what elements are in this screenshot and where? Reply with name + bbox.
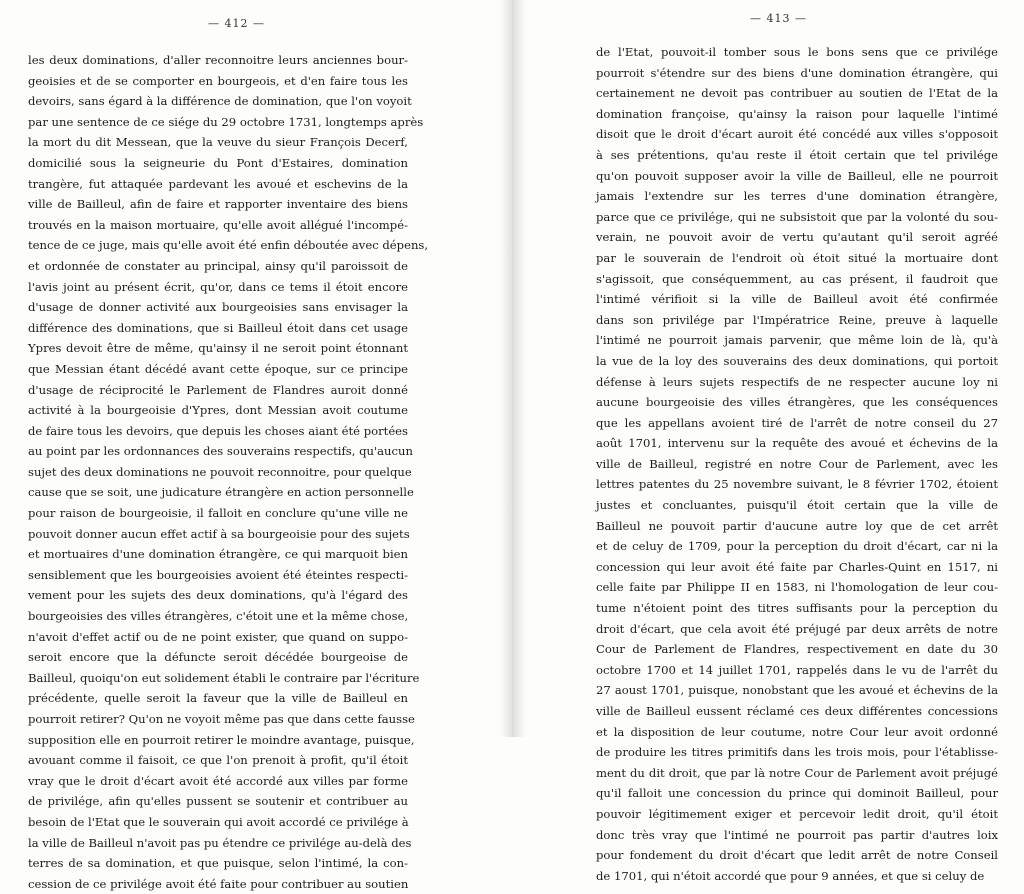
text-line: de l'Etat, pouvoit-il tomber sous le bons sens que ce privilége [596,45,998,59]
text-line: Bailleul ne pouvoit partir d'aucune autre loy que de cet arrêt [596,518,998,533]
text-line: l'intimé ne pourroit jamais parvenir, que même loin de là, qu'à [596,333,998,348]
text-line: certainement ne devoit pas contribuer au soutien de l'Etat de la [596,86,998,101]
text-line: bourgeoisies des villes étrangères, c'étoit une et la même chose, [28,609,409,624]
text-line: qu'il falloit une concession du prince qui dominoit Bailleul, pour [596,786,998,801]
text-line: disoit que le droit d'écart auroit été concédé aux villes s'opposoit [596,127,998,142]
text-line: Ypres devoit être de même, qu'ainsy il ne seroit point étonnant [28,341,408,356]
text-line: donc très vray que l'intimé ne pourroit pas partir d'autres loix [596,827,998,842]
text-line: par le souverain de l'endroit où étoit situé la mortuaire dont [596,250,998,265]
text-line: lettres patentes du 25 novembre suivant, le 8 février 1702, étoient [596,477,998,492]
text-line: parce que ce privilége, qui ne subsistoit que par la volonté du sou- [596,209,998,224]
text-line: terres de sa domination, et que puisque, selon l'intimé, la con- [28,856,408,871]
text-line: geoisies et de se comporter en bourgeois, et d'en faire tous les [28,73,408,88]
text-line: cession de ce privilége avoit été faite pour contribuer au soutien [28,876,409,891]
left-page [0,0,512,891]
text-line: d'usage de réciprocité le Parlement de Flandres auroit donné [28,382,408,397]
text-line: supposition elle en pourroit retirer le moindre avantage, puisque, [28,732,415,747]
text-line: tume n'étoient point des titres suffisants pour la perception du [596,601,998,616]
right-page-text [596,42,998,886]
text-line: domicilié sous la seigneurie du Pont d'Estaires, domination [28,155,408,170]
page-number-right: — 413 — [750,12,807,25]
text-line: de produire les titres primitifs dans les trois mois, pour l'établisse- [596,745,998,760]
text-line: Bailleul, quoiqu'on eut solidement établi le contraire par l'écriture [28,670,420,685]
text-line: Cour de Parlement de Flandres, respectivement en date du 30 [596,642,998,657]
text-line: trouvés en la maison mortuaire, qu'elle avoit allégué l'incompé- [28,217,408,232]
text-line: ville de Bailleul, registré en notre Cour de Parlement, avec les [596,456,998,471]
text-line: trangère, fut attaquée pardevant les avoué et eschevins de la [28,176,408,191]
text-line: justes et concluantes, puisqu'il étoit certain que la ville de [596,498,998,513]
text-line: s'agissoit, que conséquemment, au cas présent, il faudroit que [596,271,998,286]
text-line: précédente, quelle seroit la faveur que la ville de Bailleul en [28,691,408,706]
text-line: et la disposition de leur coutume, notre Cour leur avoit ordonné [596,724,998,739]
text-line: pouvoir légitimement exiger et percevoir ledit droit, qu'il étoit [596,806,998,821]
text-line: pourroit s'étendre sur des biens d'une domination étrangère, qui [596,65,998,80]
text-line: 27 aoust 1701, puisque, nonobstant que les avoué et échevins de la [596,683,998,698]
text-line: jamais l'extendre sur les terres d'une domination étrangère, [596,189,998,204]
text-line: seroit encore que la défuncte seroit décédée bourgeoise de [28,650,408,665]
text-line: ville de Bailleul, afin de faire et rapporter inventaire des biens [28,197,408,212]
text-line: défense à leurs sujets respectifs de ne respecter aucune loy ni [596,374,998,389]
page-number-left: — 412 — [208,17,265,30]
text-line: l'intimé vérifioit si la ville de Bailleul avoit été confirmée [596,292,998,307]
text-line: l'avis joint au présent écrit, qu'or, dans ce tems il étoit encore [28,279,408,294]
text-line: concession qui leur avoit été faite par Charles-Quint en 1517, ni [596,559,998,574]
text-line: pour fondement du droit d'écart que ledit arrêt de notre Conseil [596,848,998,863]
text-line: sujet des deux dominations ne pouvoit reconnoitre, pour quelque [28,464,412,479]
text-line: sensiblement que les bourgeoisies avoient été éteintes respecti- [28,567,408,582]
text-line: août 1701, intervenu sur la requête des avoué et échevins de la [596,436,998,451]
text-line: avouant comme il faisoit, ce que l'on prenoit à profit, qu'il étoit [28,753,408,768]
text-line: que Messian étant décédé avant cette époque, sur ce principe [28,361,408,376]
text-line: par une sentence de ce siége du 29 octobre 1731, longtemps après [28,114,424,129]
text-line: droit d'écart, que cela avoit été préjugé par deux arrêts de notre [596,621,998,636]
text-line: de faire tous les devoirs, que depuis les choses aiant été portées [28,423,408,438]
text-line: que les appellans avoient tiré de l'arrêt de notre conseil du 27 [596,415,998,430]
text-line: tence de ce juge, mais qu'elle avoit été enfin déboutée avec dépens, [28,238,429,253]
text-line: et de celuy de 1709, pour la perception du droit d'écart, car ni la [596,539,998,554]
text-line: et ordonnée de constater au principal, ainsy qu'il paroissoit de [28,258,408,273]
text-line: ment du dit droit, que par là notre Cour de Parlement avoit préjugé [596,765,998,780]
text-line: aucune bourgeoisie des villes étrangères, que les conséquences [596,395,998,410]
right-page [512,0,1024,883]
text-line: différence des dominations, que si Bailleul étoit dans cet usage [28,320,408,335]
text-line: cause que se soit, une judicature étrangère en action personnelle [28,485,414,500]
text-line: pourroit retirer? Qu'on ne voyoit même pas que dans cette fausse [28,712,415,726]
text-line: et mortuaires d'une domination étrangère, ce qui marquoit bien [28,547,408,562]
left-page-text [28,50,429,894]
text-line: n'avoit d'effet actif ou de ne point exister, que quand on suppo- [28,629,408,644]
text-line: celle faite par Philippe II en 1583, ni l'homologation de leur cou- [596,580,998,595]
text-line: la ville de Bailleul n'avoit pas pu étendre ce privilége au-delà des [28,835,412,850]
text-line: devoirs, sans égard à la différence de domination, que l'on voyoit [28,94,412,109]
text-line: qu'on pouvoit supposer avoir la ville de Bailleul, elle ne pourroit [596,168,998,183]
text-line: verain, ne pouvoit avoir de vertu qu'autant qu'il seroit agréé [596,230,998,245]
text-line: de 1701, qui n'étoit accordé que pour 9 années, et que si celuy de [596,868,985,883]
text-line: au point par les ordonnances des souverains respectifs, qu'aucun [28,444,413,459]
text-line: la vue de la loy des souverains des deux dominations, qui portoit [596,353,998,368]
text-line: octobre 1700 et 14 juillet 1701, rappelés dans le vu de l'arrêt du [596,662,998,677]
text-line: ville de Bailleul eussent réclamé ces deux différentes concessions [596,704,998,718]
text-line: les deux dominations, d'aller reconnoitre leurs anciennes bour- [28,53,408,67]
text-line: de privilége, afin qu'elles pussent se soutenir et contribuer au [28,794,408,809]
text-line: domination françoise, qu'ainsy la raison pour laquelle l'intimé [596,106,998,121]
text-line: dans son privilége par l'Impératrice Reine, preuve à laquelle [596,312,998,327]
text-line: à ses prétentions, qu'au reste il étoit certain que tel privilége [596,147,998,162]
text-line: pour raison de bourgeoisie, il falloit en conclure qu'une ville ne [28,506,408,521]
text-line: la mort du dit Messean, que la veuve du sieur François Decerf, [28,135,408,150]
text-line: besoin de l'Etat que le souverain qui avoit accordé ce privilége à [28,814,409,829]
text-line: d'usage de donner activité aux bourgeoisies sans envisager la [28,300,408,315]
text-line: activité à la bourgeoisie d'Ypres, dont Messian avoit coutume [28,403,408,418]
text-line: vray que le droit d'écart avoit été accordé aux villes par forme [28,773,408,788]
text-line: pouvoit donner aucun effet actif à sa bourgeoisie pour des sujets [28,526,410,541]
text-line: vement pour les sujets des deux dominations, qu'à l'égard des [28,588,408,603]
